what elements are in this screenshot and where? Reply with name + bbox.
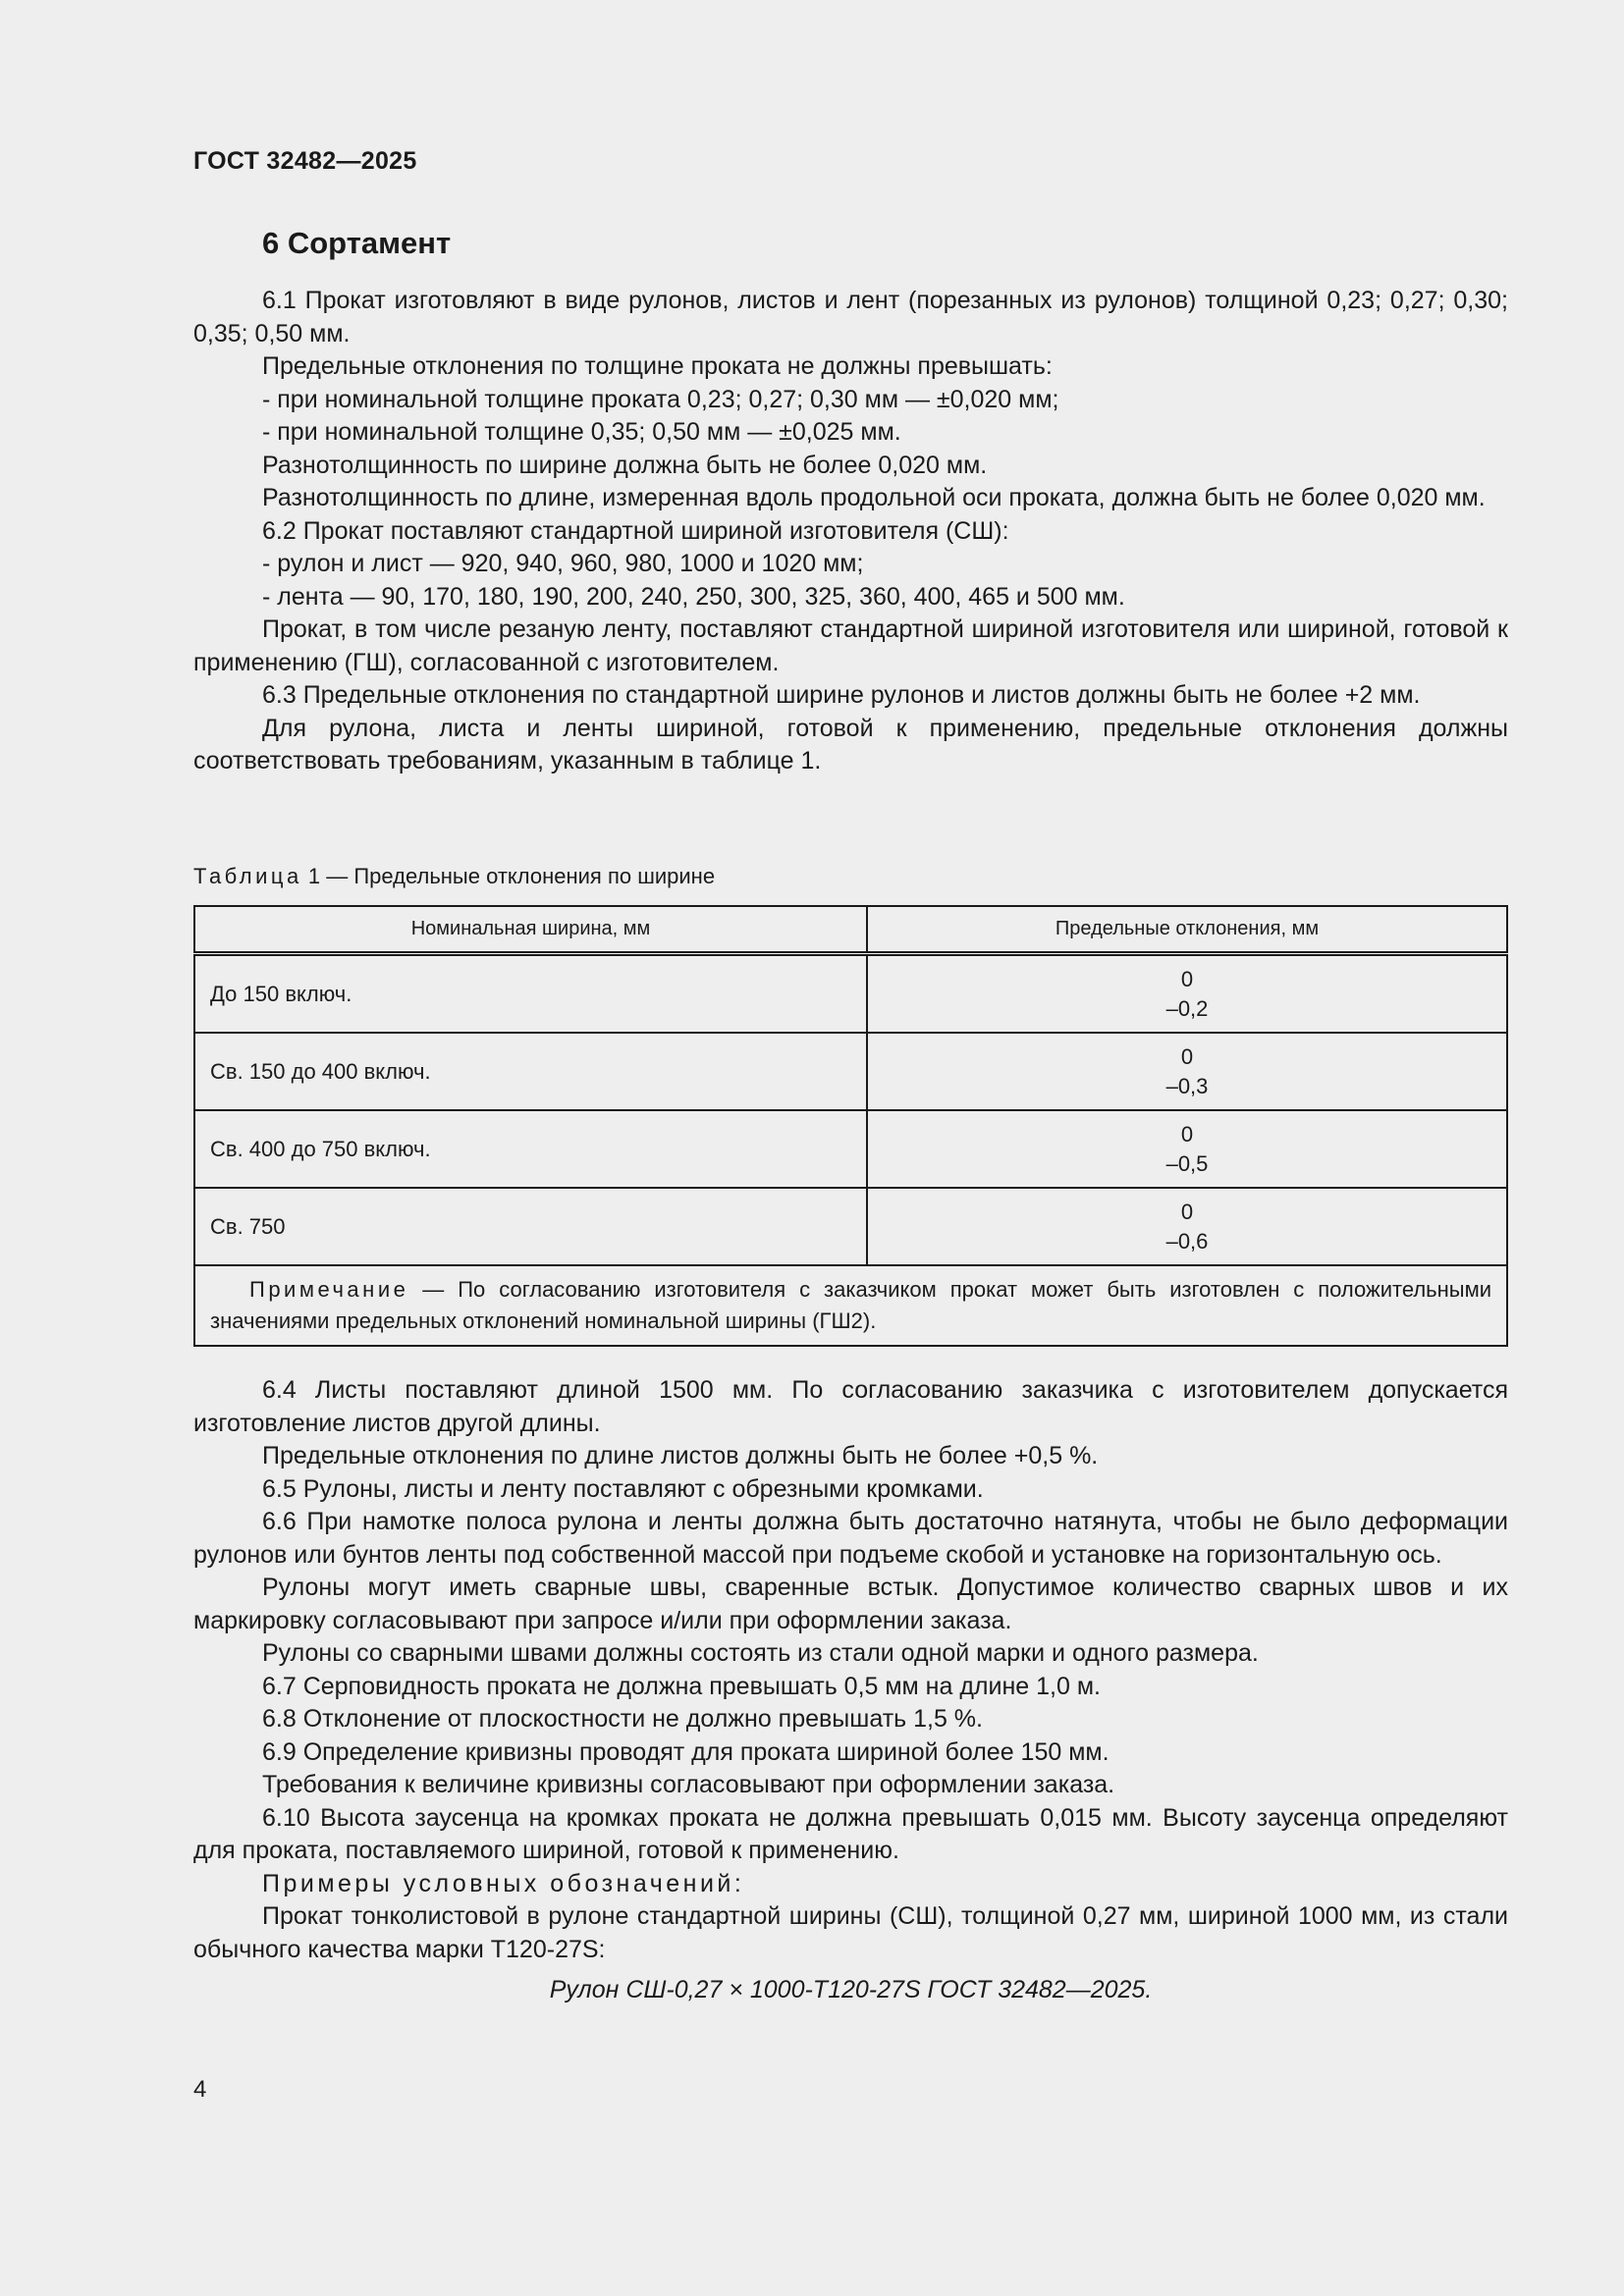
table-note-row (194, 1265, 1507, 1346)
deviation-lower: –0,2 (1165, 995, 1209, 1021)
deviation-lower: –0,3 (1165, 1073, 1209, 1098)
table-caption-prefix: Таблица (193, 864, 302, 888)
paragraph: Рулоны со сварными швами должны состоять из стали одной марки и одного размера. (262, 1639, 1259, 1667)
column-header-deviation: Предельные отклонения, мм (867, 906, 1507, 954)
cell-width: Св. 400 до 750 включ. (194, 1110, 867, 1188)
cell-width: До 150 включ. (194, 954, 867, 1034)
cell-width: Св. 150 до 400 включ. (194, 1033, 867, 1110)
paragraph: 6.1 Прокат изготовляют в виде рулонов, листов и лент (порезанных из рулонов) толщиной 0,23; 0,27; 0,30; 0,35; 0,50 мм. (193, 287, 1508, 347)
paragraph: Для рулона, листа и ленты шириной, готовой к применению, предельные отклонения должны соответствовать требованиям, указанным в таблице 1. (193, 714, 1508, 774)
table-header-row (194, 906, 1507, 954)
paragraph: - при номинальной толщине 0,35; 0,50 мм — ±0,025 мм. (262, 418, 901, 446)
deviation-upper: 0 (1180, 1043, 1194, 1069)
paragraph: 6.6 При намотке полоса рулона и ленты должна быть достаточно натянута, чтобы не было деформации рулонов или бунтов ленты под собственной массой при подъеме скобой и установке на горизонтальную ось. (193, 1508, 1508, 1569)
column-header-width: Номинальная ширина, мм (194, 906, 867, 954)
table-row (194, 1188, 1507, 1265)
table-row (194, 1033, 1507, 1110)
paragraph: 6.5 Рулоны, листы и ленту поставляют с обрезными кромками. (262, 1474, 984, 1503)
paragraph: Предельные отклонения по толщине проката не должны превышать: (262, 352, 1053, 380)
deviation-upper: 0 (1180, 1121, 1194, 1147)
section-body-bottom (193, 1374, 1508, 2007)
paragraph: 6.8 Отклонение от плоскостности не должно превышать 1,5 %. (262, 1705, 983, 1733)
cell-deviation (867, 954, 1507, 1034)
paragraph: Разнотолщинность по ширине должна быть не более 0,020 мм. (262, 451, 988, 479)
deviation-lower: –0,5 (1165, 1150, 1209, 1176)
paragraph: Предельные отклонения по длине листов должны быть не более +0,5 %. (262, 1442, 1099, 1469)
section-body-top (193, 285, 1508, 778)
examples-text: Прокат тонколистовой в рулоне стандартной ширины (СШ), толщиной 0,27 мм, шириной 1000 мм, из стали обычного качества марки Т120-27S: (193, 1902, 1508, 1963)
table-note (194, 1265, 1507, 1346)
paragraph: 6.10 Высота заусенца на кромках проката не должна превышать 0,015 мм. Высоту заусенца определяют для проката, поставляемого шириной, готовой к применению. (193, 1803, 1508, 1864)
page-number: 4 (193, 2076, 207, 2103)
paragraph: Требования к величине кривизны согласовывают при оформлении заказа. (262, 1771, 1115, 1798)
table-row (194, 954, 1507, 1034)
paragraph: - при номинальной толщине проката 0,23; 0,27; 0,30 мм — ±0,020 мм; (262, 385, 1059, 413)
cell-width: Св. 750 (194, 1188, 867, 1265)
deviation-table (193, 905, 1508, 1347)
table-note-text: — По согласованию изготовителя с заказчиком прокат может быть изготовлен с положительными значениями предельных отклонений номинальной ширины (ГШ2). (210, 1277, 1491, 1333)
paragraph: - рулон и лист — 920, 940, 960, 980, 1000 и 1020 мм; (262, 550, 864, 577)
paragraph: Рулоны могут иметь сварные швы, сваренные встык. Допустимое количество сварных швов и их маркировку согласовывают при запросе и/или при оформлении заказа. (193, 1574, 1508, 1634)
cell-deviation (867, 1110, 1507, 1188)
cell-deviation (867, 1033, 1507, 1110)
paragraph: - лента — 90, 170, 180, 190, 200, 240, 250, 300, 325, 360, 400, 465 и 500 мм. (262, 582, 1125, 611)
paragraph: 6.9 Определение кривизны проводят для проката шириной более 150 мм. (262, 1737, 1110, 1766)
section-title: 6 Сортамент (262, 226, 452, 260)
examples-heading: Примеры условных обозначений: (262, 1869, 745, 1897)
table-caption (193, 864, 715, 889)
deviation-upper: 0 (1180, 966, 1194, 991)
doc-header: ГОСТ 32482—2025 (193, 147, 417, 175)
paragraph: 6.7 Серповидность проката не должна превышать 0,5 мм на длине 1,0 м. (262, 1672, 1101, 1700)
example-designation: Рулон СШ-0,27 × 1000-Т120-27S ГОСТ 32482—2025. (549, 1976, 1153, 2003)
table-note-prefix: Примечание (249, 1277, 409, 1302)
deviation-lower: –0,6 (1165, 1228, 1209, 1254)
deviation-upper: 0 (1180, 1199, 1194, 1224)
paragraph: Разнотолщинность по длине, измеренная вдоль продольной оси проката, должна быть не более 0,020 мм. (262, 484, 1486, 511)
paragraph: 6.4 Листы поставляют длиной 1500 мм. По согласованию заказчика с изготовителем допускается изготовление листов другой длины. (193, 1376, 1508, 1437)
table-row (194, 1110, 1507, 1188)
table-caption-text: 1 — Предельные отклонения по ширине (301, 864, 716, 888)
paragraph: 6.2 Прокат поставляют стандартной шириной изготовителя (СШ): (262, 516, 1009, 545)
cell-deviation (867, 1188, 1507, 1265)
paragraph: Прокат, в том числе резаную ленту, поставляют стандартной шириной изготовителя или шириной, готовой к применению (ГШ), согласованной с изготовителем. (193, 615, 1508, 676)
paragraph: 6.3 Предельные отклонения по стандартной ширине рулонов и листов должны быть не более +2 мм. (262, 681, 1421, 709)
